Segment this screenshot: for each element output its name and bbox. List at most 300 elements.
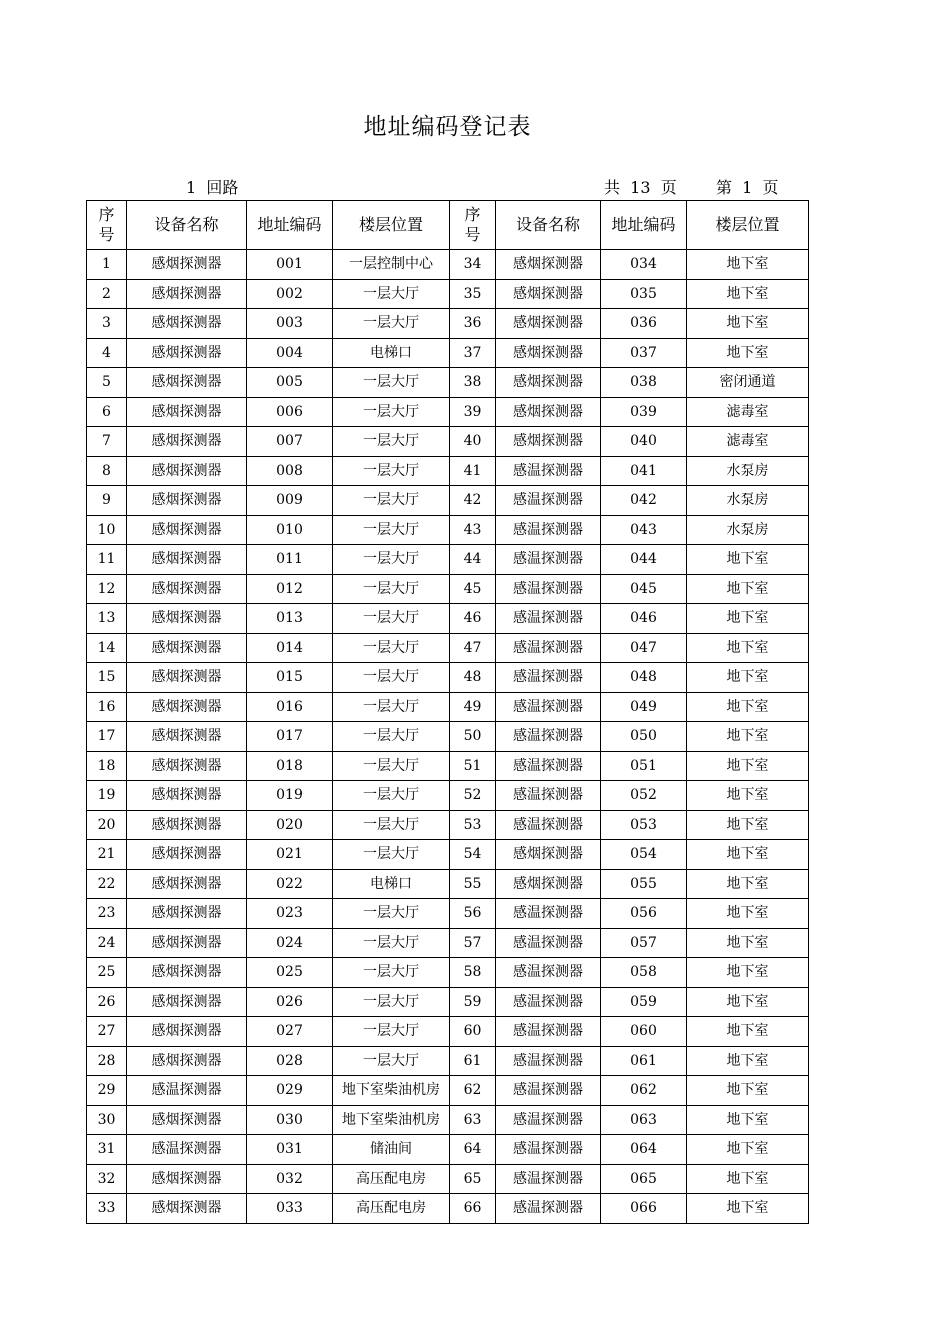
cell-seq-left: 9	[87, 486, 127, 516]
cell-address-left: 019	[247, 781, 333, 811]
cell-address-left: 031	[247, 1135, 333, 1165]
cell-floor-right: 密闭通道	[687, 368, 809, 398]
address-register-table	[86, 200, 809, 1224]
table-row	[87, 663, 809, 693]
cell-device-left: 感烟探测器	[127, 781, 247, 811]
cell-seq-right: 41	[450, 456, 496, 486]
header-seq-line1: 序	[98, 205, 115, 224]
cell-device-left: 感烟探测器	[127, 840, 247, 870]
cell-seq-right: 64	[450, 1135, 496, 1165]
cell-floor-left: 地下室柴油机房	[333, 1076, 450, 1106]
page-title: 地址编码登记表	[363, 114, 532, 140]
cell-device-right: 感温探测器	[496, 781, 601, 811]
cell-seq-right: 51	[450, 751, 496, 781]
cell-floor-left: 地下室柴油机房	[333, 1105, 450, 1135]
cell-device-left: 感烟探测器	[127, 899, 247, 929]
cell-seq-right: 66	[450, 1194, 496, 1224]
cell-address-left: 026	[247, 987, 333, 1017]
header-address-left: 地址编码	[247, 201, 333, 250]
cell-device-left: 感烟探测器	[127, 427, 247, 457]
cell-floor-right: 水泵房	[687, 486, 809, 516]
cell-floor-right: 地下室	[687, 840, 809, 870]
table-row	[87, 722, 809, 752]
cell-seq-left: 24	[87, 928, 127, 958]
cell-device-left: 感烟探测器	[127, 1105, 247, 1135]
cell-seq-left: 18	[87, 751, 127, 781]
cell-device-right: 感温探测器	[496, 633, 601, 663]
cell-address-right: 036	[601, 309, 687, 339]
cell-floor-right: 地下室	[687, 309, 809, 339]
table-row	[87, 1135, 809, 1165]
cell-device-right: 感温探测器	[496, 692, 601, 722]
cell-address-right: 051	[601, 751, 687, 781]
cell-floor-right: 地下室	[687, 810, 809, 840]
cell-floor-right: 地下室	[687, 692, 809, 722]
header-seq-line1: 序	[464, 205, 481, 224]
cell-floor-right: 地下室	[687, 604, 809, 634]
cell-floor-right: 地下室	[687, 338, 809, 368]
cell-address-right: 043	[601, 515, 687, 545]
cell-device-right: 感温探测器	[496, 751, 601, 781]
cell-floor-left: 一层大厅	[333, 427, 450, 457]
cell-device-left: 感烟探测器	[127, 869, 247, 899]
cell-address-left: 024	[247, 928, 333, 958]
cell-floor-right: 地下室	[687, 722, 809, 752]
cell-address-left: 025	[247, 958, 333, 988]
cell-floor-left: 一层大厅	[333, 604, 450, 634]
cell-device-left: 感烟探测器	[127, 456, 247, 486]
cell-device-right: 感温探测器	[496, 1135, 601, 1165]
cell-device-left: 感烟探测器	[127, 250, 247, 280]
cell-seq-right: 36	[450, 309, 496, 339]
cell-seq-left: 3	[87, 309, 127, 339]
table-row	[87, 456, 809, 486]
cell-device-left: 感烟探测器	[127, 604, 247, 634]
cell-seq-right: 56	[450, 899, 496, 929]
cell-device-left: 感烟探测器	[127, 722, 247, 752]
cell-floor-right: 地下室	[687, 574, 809, 604]
cell-address-right: 044	[601, 545, 687, 575]
cell-floor-left: 一层大厅	[333, 574, 450, 604]
cell-address-left: 010	[247, 515, 333, 545]
cell-seq-right: 39	[450, 397, 496, 427]
cell-floor-left: 一层大厅	[333, 1046, 450, 1076]
cell-floor-left: 一层大厅	[333, 987, 450, 1017]
cell-address-left: 015	[247, 663, 333, 693]
table-row	[87, 427, 809, 457]
header-device-left: 设备名称	[127, 201, 247, 250]
table-row	[87, 751, 809, 781]
cell-seq-left: 19	[87, 781, 127, 811]
cell-address-left: 022	[247, 869, 333, 899]
cell-address-right: 035	[601, 279, 687, 309]
cell-address-left: 016	[247, 692, 333, 722]
cell-device-right: 感温探测器	[496, 1194, 601, 1224]
table-row	[87, 1194, 809, 1224]
cell-floor-left: 一层大厅	[333, 751, 450, 781]
cell-floor-left: 一层大厅	[333, 810, 450, 840]
table-row	[87, 1076, 809, 1106]
cell-address-left: 030	[247, 1105, 333, 1135]
cell-device-left: 感烟探测器	[127, 751, 247, 781]
cell-seq-left: 25	[87, 958, 127, 988]
cell-floor-right: 地下室	[687, 781, 809, 811]
cell-device-left: 感烟探测器	[127, 486, 247, 516]
cell-floor-left: 储油间	[333, 1135, 450, 1165]
cell-floor-left: 一层大厅	[333, 545, 450, 575]
cell-device-right: 感烟探测器	[496, 309, 601, 339]
cell-device-right: 感温探测器	[496, 987, 601, 1017]
cell-device-right: 感温探测器	[496, 663, 601, 693]
cell-device-left: 感烟探测器	[127, 1046, 247, 1076]
cell-floor-right: 地下室	[687, 928, 809, 958]
cell-seq-left: 31	[87, 1135, 127, 1165]
header-floor-left: 楼层位置	[333, 201, 450, 250]
cell-seq-left: 5	[87, 368, 127, 398]
cell-address-right: 066	[601, 1194, 687, 1224]
cell-floor-right: 地下室	[687, 1105, 809, 1135]
cell-device-left: 感烟探测器	[127, 987, 247, 1017]
cell-device-left: 感温探测器	[127, 1076, 247, 1106]
cell-floor-left: 一层大厅	[333, 633, 450, 663]
cell-device-left: 感烟探测器	[127, 928, 247, 958]
cell-seq-right: 35	[450, 279, 496, 309]
cell-address-right: 055	[601, 869, 687, 899]
cell-address-left: 009	[247, 486, 333, 516]
cell-floor-right: 地下室	[687, 279, 809, 309]
cell-device-right: 感温探测器	[496, 456, 601, 486]
cell-seq-right: 58	[450, 958, 496, 988]
cell-address-left: 032	[247, 1164, 333, 1194]
table-row	[87, 368, 809, 398]
cell-device-right: 感温探测器	[496, 958, 601, 988]
cell-address-right: 039	[601, 397, 687, 427]
cell-device-left: 感温探测器	[127, 1135, 247, 1165]
cell-seq-right: 65	[450, 1164, 496, 1194]
cell-floor-right: 地下室	[687, 1076, 809, 1106]
cell-address-left: 005	[247, 368, 333, 398]
cell-seq-left: 12	[87, 574, 127, 604]
cell-address-right: 060	[601, 1017, 687, 1047]
table-row	[87, 545, 809, 575]
cell-seq-right: 60	[450, 1017, 496, 1047]
cell-address-right: 050	[601, 722, 687, 752]
cell-floor-right: 地下室	[687, 1017, 809, 1047]
cell-address-right: 038	[601, 368, 687, 398]
cell-seq-left: 7	[87, 427, 127, 457]
cell-device-left: 感烟探测器	[127, 692, 247, 722]
table-row	[87, 781, 809, 811]
cell-device-left: 感烟探测器	[127, 1164, 247, 1194]
cell-seq-right: 57	[450, 928, 496, 958]
cell-floor-right: 地下室	[687, 899, 809, 929]
cell-floor-left: 一层大厅	[333, 1017, 450, 1047]
cell-floor-right: 地下室	[687, 250, 809, 280]
table-row	[87, 840, 809, 870]
cell-device-left: 感烟探测器	[127, 810, 247, 840]
total-pages: 共 13 页	[604, 178, 677, 197]
cell-seq-right: 44	[450, 545, 496, 575]
cell-seq-right: 63	[450, 1105, 496, 1135]
cell-seq-left: 6	[87, 397, 127, 427]
table-row	[87, 338, 809, 368]
cell-floor-left: 一层大厅	[333, 663, 450, 693]
table-row	[87, 574, 809, 604]
table-row	[87, 279, 809, 309]
cell-floor-left: 一层大厅	[333, 368, 450, 398]
table-row	[87, 869, 809, 899]
cell-floor-right: 地下室	[687, 1135, 809, 1165]
cell-address-right: 065	[601, 1164, 687, 1194]
table-row	[87, 1017, 809, 1047]
cell-address-right: 056	[601, 899, 687, 929]
cell-seq-left: 30	[87, 1105, 127, 1135]
cell-device-left: 感烟探测器	[127, 633, 247, 663]
cell-device-right: 感烟探测器	[496, 250, 601, 280]
cell-address-right: 054	[601, 840, 687, 870]
table-row	[87, 958, 809, 988]
cell-seq-left: 15	[87, 663, 127, 693]
cell-floor-right: 地下室	[687, 1194, 809, 1224]
cell-address-left: 011	[247, 545, 333, 575]
cell-floor-left: 电梯口	[333, 338, 450, 368]
table-row	[87, 309, 809, 339]
loop-label: 1 回路	[186, 178, 239, 197]
cell-floor-left: 一层大厅	[333, 309, 450, 339]
cell-device-right: 感温探测器	[496, 574, 601, 604]
cell-seq-right: 37	[450, 338, 496, 368]
cell-device-right: 感温探测器	[496, 545, 601, 575]
cell-address-left: 008	[247, 456, 333, 486]
cell-address-left: 023	[247, 899, 333, 929]
header-device-right: 设备名称	[496, 201, 601, 250]
table-row	[87, 1046, 809, 1076]
cell-floor-right: 地下室	[687, 869, 809, 899]
cell-seq-left: 10	[87, 515, 127, 545]
cell-seq-left: 1	[87, 250, 127, 280]
cell-device-right: 感温探测器	[496, 899, 601, 929]
cell-seq-left: 33	[87, 1194, 127, 1224]
cell-seq-right: 59	[450, 987, 496, 1017]
cell-address-left: 007	[247, 427, 333, 457]
cell-device-right: 感烟探测器	[496, 397, 601, 427]
cell-seq-right: 48	[450, 663, 496, 693]
cell-seq-right: 38	[450, 368, 496, 398]
cell-seq-right: 62	[450, 1076, 496, 1106]
cell-device-right: 感温探测器	[496, 1164, 601, 1194]
cell-device-right: 感温探测器	[496, 515, 601, 545]
cell-address-right: 045	[601, 574, 687, 604]
cell-address-right: 034	[601, 250, 687, 280]
cell-seq-right: 46	[450, 604, 496, 634]
cell-seq-left: 13	[87, 604, 127, 634]
cell-address-left: 029	[247, 1076, 333, 1106]
cell-address-right: 064	[601, 1135, 687, 1165]
cell-device-left: 感烟探测器	[127, 338, 247, 368]
cell-floor-right: 地下室	[687, 987, 809, 1017]
cell-floor-right: 水泵房	[687, 456, 809, 486]
cell-seq-left: 26	[87, 987, 127, 1017]
cell-seq-right: 49	[450, 692, 496, 722]
header-row	[87, 201, 809, 250]
cell-address-right: 049	[601, 692, 687, 722]
cell-device-right: 感温探测器	[496, 1076, 601, 1106]
cell-device-right: 感温探测器	[496, 1046, 601, 1076]
cell-address-right: 057	[601, 928, 687, 958]
cell-address-right: 047	[601, 633, 687, 663]
cell-address-right: 058	[601, 958, 687, 988]
cell-floor-right: 地下室	[687, 663, 809, 693]
header-seq-right	[450, 201, 496, 250]
header-seq-line2: 号	[98, 225, 115, 244]
table-row	[87, 928, 809, 958]
cell-device-left: 感烟探测器	[127, 1017, 247, 1047]
header-address-right: 地址编码	[601, 201, 687, 250]
cell-seq-left: 23	[87, 899, 127, 929]
cell-seq-right: 55	[450, 869, 496, 899]
cell-seq-right: 52	[450, 781, 496, 811]
cell-address-left: 003	[247, 309, 333, 339]
table-row	[87, 604, 809, 634]
cell-device-left: 感烟探测器	[127, 574, 247, 604]
cell-seq-left: 28	[87, 1046, 127, 1076]
header-seq-line2: 号	[464, 225, 481, 244]
cell-seq-left: 14	[87, 633, 127, 663]
cell-device-left: 感烟探测器	[127, 663, 247, 693]
cell-device-right: 感烟探测器	[496, 279, 601, 309]
cell-seq-left: 20	[87, 810, 127, 840]
cell-seq-right: 47	[450, 633, 496, 663]
cell-floor-left: 一层大厅	[333, 515, 450, 545]
cell-address-left: 021	[247, 840, 333, 870]
cell-seq-left: 17	[87, 722, 127, 752]
table-row	[87, 899, 809, 929]
cell-device-left: 感烟探测器	[127, 1194, 247, 1224]
cell-address-left: 001	[247, 250, 333, 280]
cell-floor-left: 一层大厅	[333, 692, 450, 722]
cell-address-right: 041	[601, 456, 687, 486]
cell-seq-left: 29	[87, 1076, 127, 1106]
cell-floor-left: 一层大厅	[333, 958, 450, 988]
cell-address-left: 027	[247, 1017, 333, 1047]
cell-address-left: 028	[247, 1046, 333, 1076]
cell-address-right: 059	[601, 987, 687, 1017]
cell-device-right: 感烟探测器	[496, 338, 601, 368]
cell-floor-left: 一层大厅	[333, 722, 450, 752]
cell-seq-left: 21	[87, 840, 127, 870]
cell-floor-left: 一层大厅	[333, 279, 450, 309]
cell-seq-left: 27	[87, 1017, 127, 1047]
cell-device-right: 感温探测器	[496, 928, 601, 958]
cell-address-left: 014	[247, 633, 333, 663]
cell-floor-left: 一层大厅	[333, 486, 450, 516]
cell-floor-right: 地下室	[687, 751, 809, 781]
cell-floor-left: 高压配电房	[333, 1194, 450, 1224]
cell-device-right: 感温探测器	[496, 604, 601, 634]
cell-address-right: 063	[601, 1105, 687, 1135]
cell-seq-left: 2	[87, 279, 127, 309]
cell-floor-left: 一层大厅	[333, 456, 450, 486]
cell-seq-right: 50	[450, 722, 496, 752]
table-row	[87, 486, 809, 516]
cell-floor-left: 高压配电房	[333, 1164, 450, 1194]
cell-seq-right: 54	[450, 840, 496, 870]
table-row	[87, 515, 809, 545]
table-row	[87, 1105, 809, 1135]
cell-floor-right: 地下室	[687, 545, 809, 575]
table-row	[87, 250, 809, 280]
cell-seq-left: 4	[87, 338, 127, 368]
cell-device-right: 感烟探测器	[496, 840, 601, 870]
cell-floor-left: 一层大厅	[333, 899, 450, 929]
cell-address-right: 052	[601, 781, 687, 811]
cell-address-left: 004	[247, 338, 333, 368]
cell-device-left: 感烟探测器	[127, 545, 247, 575]
cell-seq-right: 61	[450, 1046, 496, 1076]
cell-seq-right: 45	[450, 574, 496, 604]
current-page: 第 1 页	[716, 178, 779, 197]
cell-floor-left: 一层控制中心	[333, 250, 450, 280]
cell-device-left: 感烟探测器	[127, 368, 247, 398]
table-row	[87, 987, 809, 1017]
cell-seq-left: 11	[87, 545, 127, 575]
cell-floor-left: 电梯口	[333, 869, 450, 899]
cell-floor-left: 一层大厅	[333, 397, 450, 427]
cell-device-right: 感温探测器	[496, 722, 601, 752]
cell-address-right: 062	[601, 1076, 687, 1106]
cell-address-right: 037	[601, 338, 687, 368]
cell-address-left: 033	[247, 1194, 333, 1224]
cell-address-left: 018	[247, 751, 333, 781]
cell-device-right: 感温探测器	[496, 810, 601, 840]
cell-address-right: 061	[601, 1046, 687, 1076]
cell-address-left: 017	[247, 722, 333, 752]
cell-seq-left: 8	[87, 456, 127, 486]
cell-floor-left: 一层大厅	[333, 840, 450, 870]
cell-device-right: 感烟探测器	[496, 869, 601, 899]
cell-device-right: 感烟探测器	[496, 368, 601, 398]
cell-floor-right: 水泵房	[687, 515, 809, 545]
cell-seq-right: 43	[450, 515, 496, 545]
table-row	[87, 1164, 809, 1194]
cell-floor-right: 地下室	[687, 958, 809, 988]
cell-address-right: 048	[601, 663, 687, 693]
cell-device-right: 感温探测器	[496, 486, 601, 516]
cell-floor-right: 地下室	[687, 1164, 809, 1194]
cell-device-right: 感温探测器	[496, 1017, 601, 1047]
header-seq-left	[87, 201, 127, 250]
cell-seq-right: 40	[450, 427, 496, 457]
cell-device-right: 感温探测器	[496, 1105, 601, 1135]
cell-seq-right: 42	[450, 486, 496, 516]
cell-address-right: 046	[601, 604, 687, 634]
table-row	[87, 397, 809, 427]
header-floor-right: 楼层位置	[687, 201, 809, 250]
cell-floor-right: 滤毒室	[687, 397, 809, 427]
cell-address-left: 002	[247, 279, 333, 309]
cell-address-left: 012	[247, 574, 333, 604]
cell-floor-right: 地下室	[687, 633, 809, 663]
cell-device-left: 感烟探测器	[127, 279, 247, 309]
cell-seq-left: 32	[87, 1164, 127, 1194]
table-row	[87, 633, 809, 663]
table-row	[87, 692, 809, 722]
cell-address-right: 053	[601, 810, 687, 840]
cell-device-left: 感烟探测器	[127, 958, 247, 988]
cell-device-left: 感烟探测器	[127, 397, 247, 427]
cell-floor-right: 滤毒室	[687, 427, 809, 457]
cell-address-left: 020	[247, 810, 333, 840]
